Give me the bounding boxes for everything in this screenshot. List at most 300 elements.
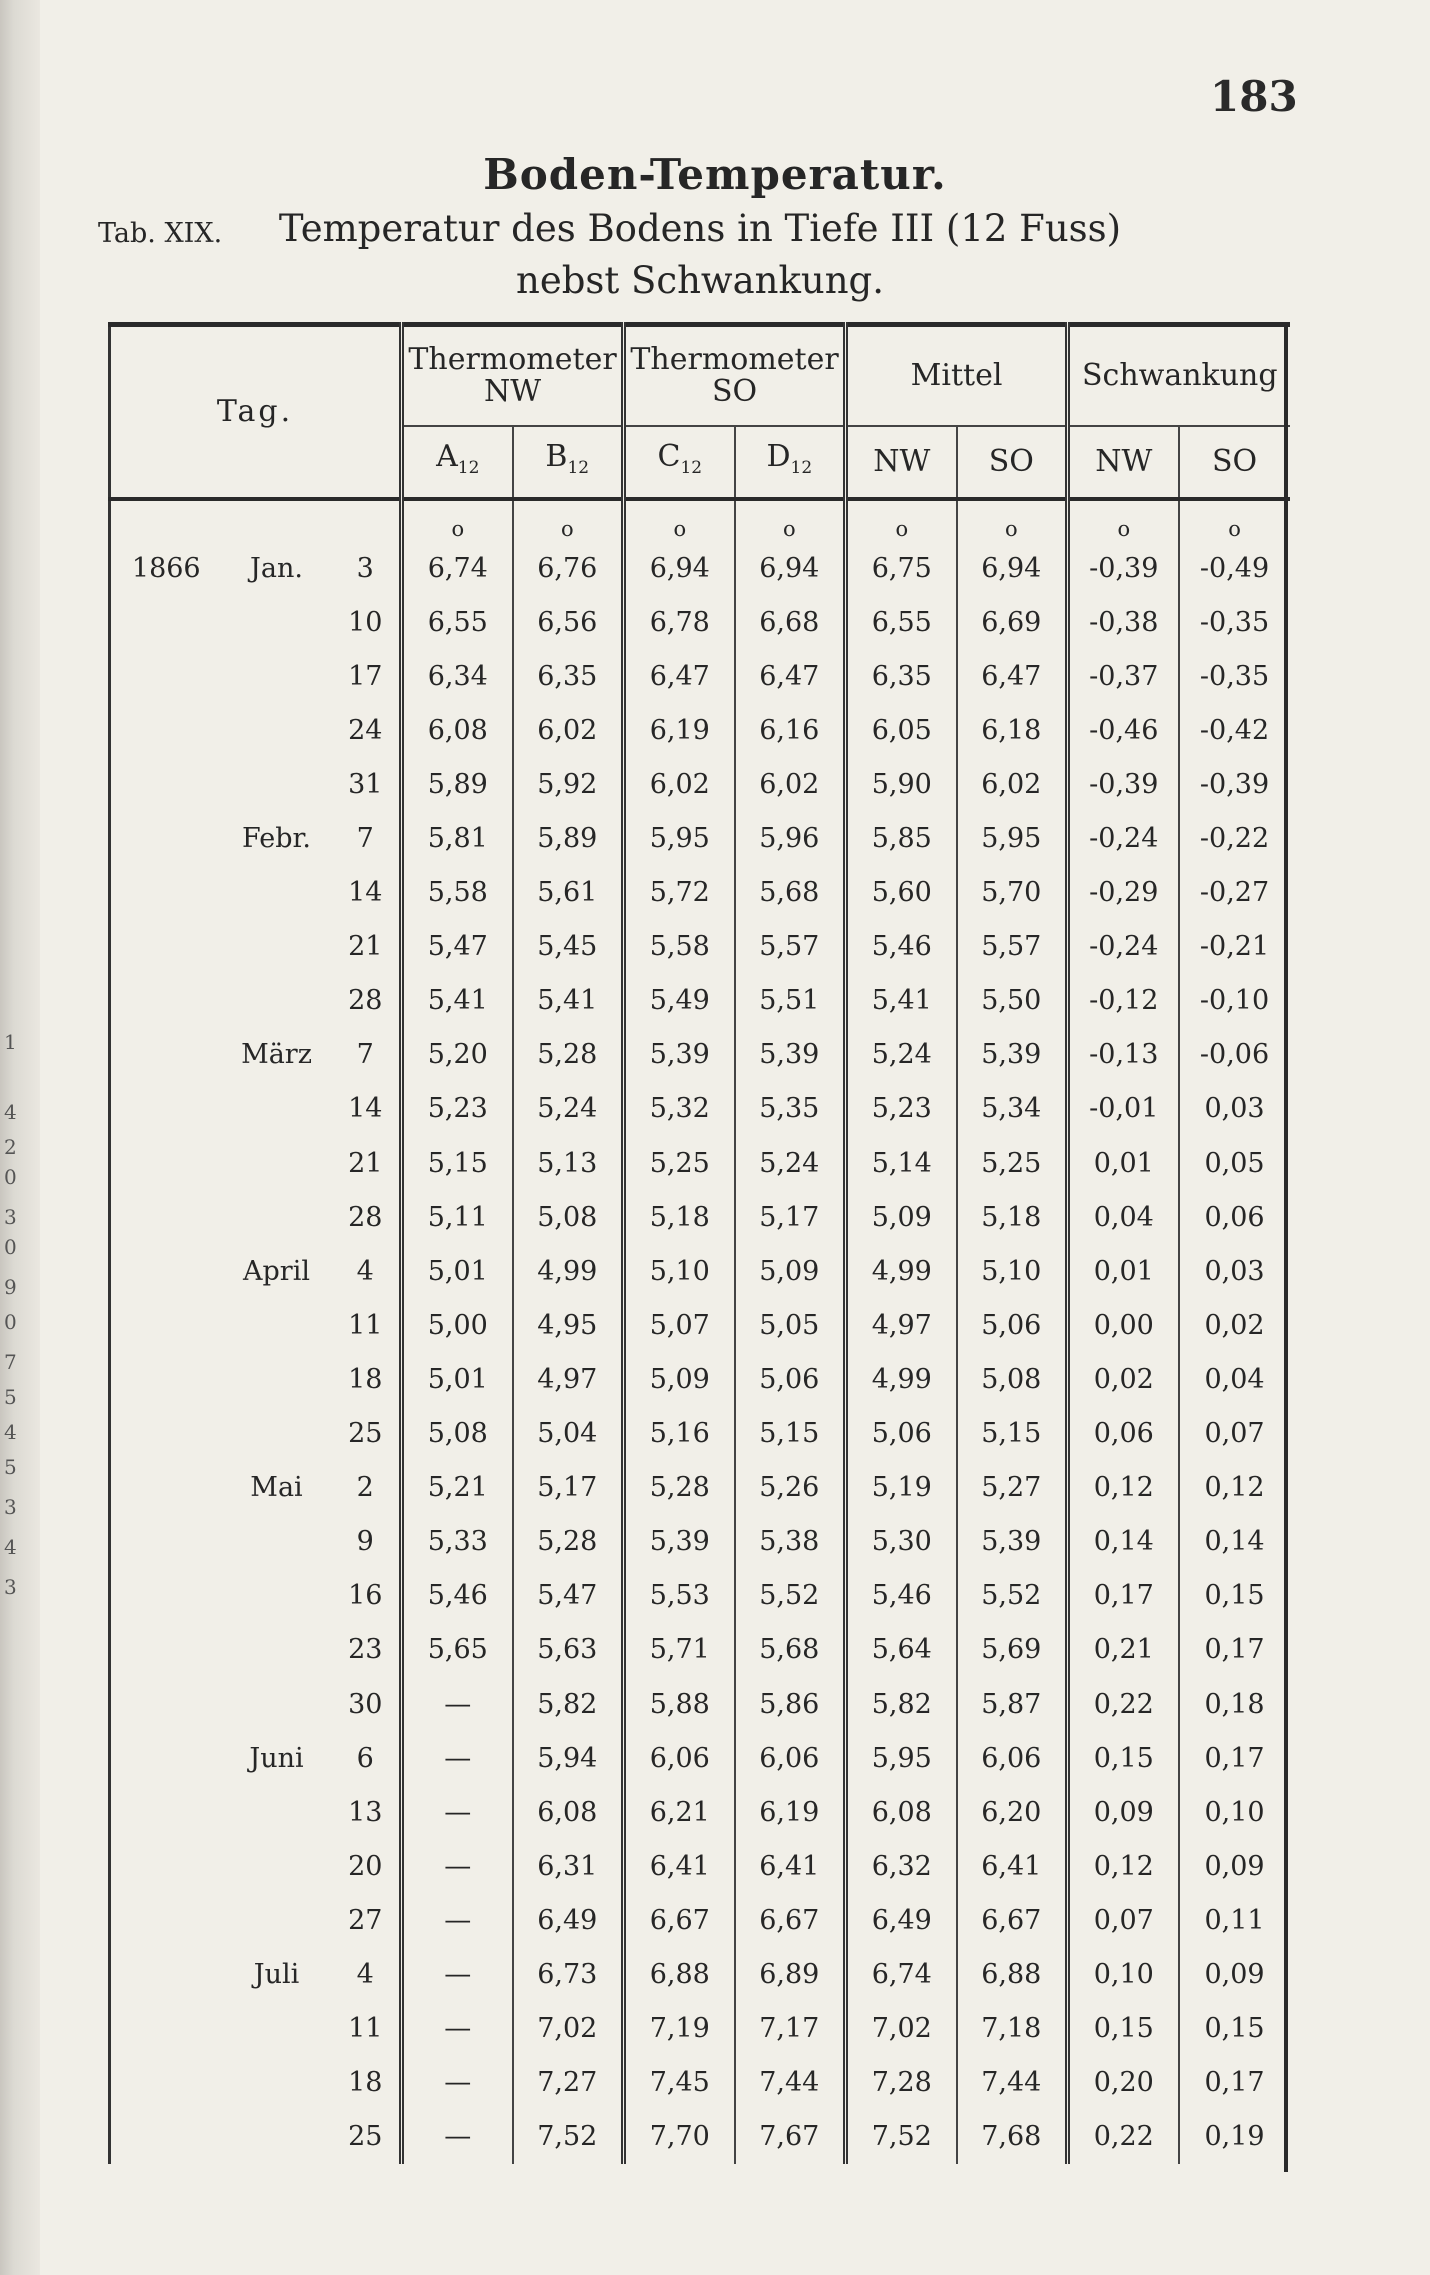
cell-a12: 5,08: [402, 1407, 513, 1461]
table-row: [110, 1352, 1290, 1406]
cell-schwankung-so: -0,49: [1179, 541, 1290, 595]
cell-schwankung-so: 0,14: [1179, 1515, 1290, 1569]
header-c12-sub: 12: [680, 457, 703, 478]
cell-c12: 7,19: [624, 2002, 735, 2056]
cell-c12: 5,25: [624, 1136, 735, 1190]
cell-schwankung-nw: 0,20: [1068, 2056, 1179, 2110]
table-row: [110, 1136, 1290, 1190]
header-b12: [513, 426, 624, 499]
cell-month: [222, 2110, 332, 2164]
cell-d12: 7,17: [735, 2002, 846, 2056]
cell-day: 18: [348, 2067, 383, 2099]
cell-year: [110, 703, 222, 757]
header-schwankung-so: SO: [1179, 426, 1290, 499]
cell-day: 3: [356, 552, 374, 584]
cell-a12: —: [402, 1677, 513, 1731]
cell-b12: 5,28: [513, 1515, 624, 1569]
table-right-border: [1284, 322, 1288, 2172]
cell-day: 14: [348, 877, 383, 909]
cell-mittel-nw: 6,08: [846, 1785, 957, 1839]
cell-mittel-so: 6,02: [957, 757, 1068, 811]
cell-a12: 6,55: [402, 595, 513, 649]
degree-row: [110, 499, 1290, 541]
table-row: [110, 541, 1290, 595]
cell-day: 21: [348, 931, 383, 963]
cell-schwankung-nw: 0,14: [1068, 1515, 1179, 1569]
cell-schwankung-so: -0,21: [1179, 920, 1290, 974]
edge-digit: 4: [4, 1100, 17, 1124]
edge-digit: 2: [4, 1135, 17, 1159]
cell-schwankung-nw: 0,07: [1068, 1893, 1179, 1947]
cell-d12: 5,51: [735, 974, 846, 1028]
degree-mark-a: o: [402, 499, 513, 541]
cell-day: 4: [356, 1958, 374, 1990]
cell-schwankung-so: 0,10: [1179, 1785, 1290, 1839]
cell-schwankung-so: 0,07: [1179, 1407, 1290, 1461]
cell-mittel-so: 5,34: [957, 1082, 1068, 1136]
cell-year: [110, 757, 222, 811]
cell-c12: 7,45: [624, 2056, 735, 2110]
cell-a12: —: [402, 1893, 513, 1947]
cell-schwankung-nw: 0,09: [1068, 1785, 1179, 1839]
cell-schwankung-nw: 0,22: [1068, 1677, 1179, 1731]
cell-year: 1866: [110, 541, 222, 595]
cell-a12: 5,47: [402, 920, 513, 974]
edge-digit: 5: [4, 1385, 17, 1409]
cell-b12: 5,47: [513, 1569, 624, 1623]
edge-digit: 4: [4, 1535, 17, 1559]
table-row: [110, 757, 1290, 811]
table-row: [110, 1190, 1290, 1244]
table-row: [110, 1082, 1290, 1136]
cell-b12: 6,76: [513, 541, 624, 595]
cell-mittel-nw: 6,74: [846, 1947, 957, 2001]
cell-schwankung-nw: -0,46: [1068, 703, 1179, 757]
cell-schwankung-nw: 0,00: [1068, 1298, 1179, 1352]
cell-a12: 6,74: [402, 541, 513, 595]
table-row: [110, 1298, 1290, 1352]
cell-mittel-so: 5,69: [957, 1623, 1068, 1677]
cell-mittel-nw: 5,82: [846, 1677, 957, 1731]
cell-mittel-so: 5,08: [957, 1352, 1068, 1406]
cell-b12: 4,97: [513, 1352, 624, 1406]
cell-d12: 5,39: [735, 1028, 846, 1082]
cell-c12: 5,07: [624, 1298, 735, 1352]
cell-c12: 5,09: [624, 1352, 735, 1406]
cell-year: [110, 1839, 222, 1893]
cell-schwankung-so: -0,35: [1179, 649, 1290, 703]
cell-day: 25: [348, 2121, 383, 2153]
cell-d12: 5,26: [735, 1461, 846, 1515]
cell-mittel-so: 5,39: [957, 1028, 1068, 1082]
cell-a12: 5,21: [402, 1461, 513, 1515]
cell-year: [110, 866, 222, 920]
cell-mittel-nw: 5,30: [846, 1515, 957, 1569]
cell-c12: 6,88: [624, 1947, 735, 2001]
cell-c12: 5,18: [624, 1190, 735, 1244]
header-d12-letter: D: [766, 438, 791, 474]
cell-c12: 5,95: [624, 811, 735, 865]
cell-day: 18: [348, 1363, 383, 1395]
cell-month: Febr.: [241, 823, 312, 855]
cell-a12: 5,01: [402, 1352, 513, 1406]
cell-a12: 5,15: [402, 1136, 513, 1190]
cell-schwankung-nw: -0,37: [1068, 649, 1179, 703]
cell-d12: 6,68: [735, 595, 846, 649]
degree-mark-schw-nw: o: [1068, 499, 1179, 541]
cell-mittel-so: 6,06: [957, 1731, 1068, 1785]
cell-year: [110, 1298, 222, 1352]
edge-digit: 3: [4, 1205, 17, 1229]
cell-schwankung-nw: 0,04: [1068, 1190, 1179, 1244]
cell-mittel-nw: 5,46: [846, 1569, 957, 1623]
cell-year: [110, 1461, 222, 1515]
cell-mittel-so: 5,27: [957, 1461, 1068, 1515]
cell-day: 10: [348, 606, 383, 638]
cell-day: 24: [348, 714, 383, 746]
cell-c12: 6,47: [624, 649, 735, 703]
cell-month: Juli: [253, 1958, 300, 1990]
cell-month: [222, 1893, 332, 1947]
cell-year: [110, 1028, 222, 1082]
cell-c12: 5,53: [624, 1569, 735, 1623]
cell-day: 2: [356, 1472, 374, 1504]
cell-year: [110, 811, 222, 865]
cell-month: [222, 974, 332, 1028]
cell-mittel-so: 6,18: [957, 703, 1068, 757]
table-row: [110, 1731, 1290, 1785]
cell-d12: 5,15: [735, 1407, 846, 1461]
cell-month: [222, 1623, 332, 1677]
table-row: [110, 2110, 1290, 2164]
cell-schwankung-so: 0,17: [1179, 1623, 1290, 1677]
cell-year: [110, 1244, 222, 1298]
cell-day: 30: [348, 1688, 383, 1720]
cell-d12: 5,57: [735, 920, 846, 974]
cell-a12: 5,46: [402, 1569, 513, 1623]
cell-mittel-nw: 6,75: [846, 541, 957, 595]
cell-d12: 5,86: [735, 1677, 846, 1731]
cell-year: [110, 1785, 222, 1839]
cell-day: 25: [348, 1418, 383, 1450]
cell-mittel-nw: 4,99: [846, 1244, 957, 1298]
main-title: Boden-Temperatur.: [483, 150, 947, 199]
table-row: [110, 1623, 1290, 1677]
cell-mittel-so: 5,95: [957, 811, 1068, 865]
cell-schwankung-nw: 0,06: [1068, 1407, 1179, 1461]
cell-schwankung-nw: 0,17: [1068, 1569, 1179, 1623]
edge-digit: 0: [4, 1165, 17, 1189]
edge-digit: 3: [4, 1495, 17, 1519]
header-c12: [624, 426, 735, 499]
table-row: [110, 1947, 1290, 2001]
cell-b12: 5,89: [513, 811, 624, 865]
cell-mittel-so: 5,10: [957, 1244, 1068, 1298]
cell-mittel-so: 7,18: [957, 2002, 1068, 2056]
cell-b12: 6,56: [513, 595, 624, 649]
cell-a12: —: [402, 2002, 513, 2056]
cell-mittel-nw: 5,41: [846, 974, 957, 1028]
cell-schwankung-so: 0,09: [1179, 1947, 1290, 2001]
table-row: [110, 1839, 1290, 1893]
cell-year: [110, 595, 222, 649]
cell-a12: —: [402, 2110, 513, 2164]
cell-day: 27: [348, 1904, 383, 1936]
cell-d12: 6,41: [735, 1839, 846, 1893]
cell-mittel-so: 6,88: [957, 1947, 1068, 2001]
cell-schwankung-so: 0,05: [1179, 1136, 1290, 1190]
cell-b12: 4,99: [513, 1244, 624, 1298]
degree-mark-b: o: [513, 499, 624, 541]
cell-mittel-nw: 5,85: [846, 811, 957, 865]
cell-month: [222, 757, 332, 811]
cell-schwankung-so: 0,19: [1179, 2110, 1290, 2164]
header-schwankung-nw: NW: [1068, 426, 1179, 499]
cell-mittel-so: 7,68: [957, 2110, 1068, 2164]
cell-mittel-nw: 5,46: [846, 920, 957, 974]
cell-c12: 6,19: [624, 703, 735, 757]
edge-digit: 7: [4, 1350, 17, 1374]
cell-schwankung-so: 0,12: [1179, 1461, 1290, 1515]
table-row: [110, 2002, 1290, 2056]
cell-schwankung-so: 0,02: [1179, 1298, 1290, 1352]
cell-b12: 5,82: [513, 1677, 624, 1731]
cell-month: Mai: [250, 1472, 303, 1504]
cell-year: [110, 1352, 222, 1406]
cell-c12: 5,58: [624, 920, 735, 974]
table-row: [110, 920, 1290, 974]
cell-day: 17: [348, 660, 383, 692]
edge-digit: 0: [4, 1235, 17, 1259]
cell-month: [222, 1785, 332, 1839]
cell-b12: 5,28: [513, 1028, 624, 1082]
cell-schwankung-so: -0,10: [1179, 974, 1290, 1028]
cell-month: [222, 1677, 332, 1731]
cell-day: 4: [356, 1255, 374, 1287]
cell-day: 31: [348, 768, 383, 800]
cell-month: [222, 866, 332, 920]
cell-b12: 6,31: [513, 1839, 624, 1893]
cell-mittel-nw: 5,64: [846, 1623, 957, 1677]
cell-mittel-nw: 4,97: [846, 1298, 957, 1352]
cell-schwankung-so: -0,06: [1179, 1028, 1290, 1082]
cell-schwankung-nw: 0,15: [1068, 2002, 1179, 2056]
cell-c12: 6,21: [624, 1785, 735, 1839]
header-c12-letter: C: [657, 438, 681, 474]
cell-schwankung-nw: -0,13: [1068, 1028, 1179, 1082]
header-mittel-nw: NW: [846, 426, 957, 499]
table-row: [110, 1893, 1290, 1947]
cell-schwankung-so: 0,09: [1179, 1839, 1290, 1893]
cell-d12: 7,44: [735, 2056, 846, 2110]
cell-d12: 6,67: [735, 1893, 846, 1947]
cell-schwankung-so: 0,04: [1179, 1352, 1290, 1406]
cell-mittel-so: 5,70: [957, 866, 1068, 920]
cell-mittel-nw: 5,19: [846, 1461, 957, 1515]
cell-day: 6: [356, 1742, 374, 1774]
cell-b12: 5,04: [513, 1407, 624, 1461]
cell-mittel-so: 5,18: [957, 1190, 1068, 1244]
cell-c12: 7,70: [624, 2110, 735, 2164]
cell-schwankung-nw: -0,01: [1068, 1082, 1179, 1136]
table-row: [110, 811, 1290, 865]
table-row: [110, 1244, 1290, 1298]
cell-d12: 6,16: [735, 703, 846, 757]
table-row: [110, 1785, 1290, 1839]
cell-b12: 5,41: [513, 974, 624, 1028]
cell-mittel-so: 6,94: [957, 541, 1068, 595]
cell-schwankung-so: 0,03: [1179, 1082, 1290, 1136]
cell-schwankung-nw: -0,39: [1068, 757, 1179, 811]
cell-mittel-nw: 5,09: [846, 1190, 957, 1244]
cell-c12: 6,78: [624, 595, 735, 649]
cell-month: [222, 920, 332, 974]
page-number: 183: [1210, 72, 1298, 121]
cell-b12: 7,27: [513, 2056, 624, 2110]
table-row: [110, 1407, 1290, 1461]
cell-b12: 5,63: [513, 1623, 624, 1677]
cell-c12: 5,16: [624, 1407, 735, 1461]
cell-mittel-so: 6,67: [957, 1893, 1068, 1947]
cell-mittel-nw: 6,32: [846, 1839, 957, 1893]
header-a12: [402, 426, 513, 499]
cell-month: [222, 1136, 332, 1190]
degree-row-spacer: [110, 499, 402, 541]
cell-day: 16: [348, 1580, 383, 1612]
header-b12-sub: 12: [567, 457, 590, 478]
cell-day: 7: [356, 1039, 374, 1071]
cell-mittel-so: 7,44: [957, 2056, 1068, 2110]
cell-year: [110, 920, 222, 974]
cell-c12: 5,39: [624, 1028, 735, 1082]
cell-c12: 5,32: [624, 1082, 735, 1136]
table-row: [110, 703, 1290, 757]
cell-schwankung-nw: 0,01: [1068, 1136, 1179, 1190]
cell-year: [110, 1515, 222, 1569]
header-mittel-so: SO: [957, 426, 1068, 499]
cell-d12: 6,06: [735, 1731, 846, 1785]
cell-b12: 5,61: [513, 866, 624, 920]
cell-year: [110, 2110, 222, 2164]
cell-year: [110, 1407, 222, 1461]
cell-year: [110, 1623, 222, 1677]
cell-year: [110, 974, 222, 1028]
cell-year: [110, 2056, 222, 2110]
cell-day: 21: [348, 1147, 383, 1179]
cell-schwankung-nw: 0,02: [1068, 1352, 1179, 1406]
cell-c12: 6,02: [624, 757, 735, 811]
cell-schwankung-nw: 0,12: [1068, 1839, 1179, 1893]
subtitle: [260, 203, 1140, 307]
table-row: [110, 1515, 1290, 1569]
cell-year: [110, 1731, 222, 1785]
cell-day: 9: [356, 1526, 374, 1558]
cell-day: 14: [348, 1093, 383, 1125]
cell-b12: 5,45: [513, 920, 624, 974]
cell-schwankung-nw: -0,24: [1068, 811, 1179, 865]
cell-mittel-nw: 5,23: [846, 1082, 957, 1136]
table-label: Tab. XIX.: [98, 218, 223, 249]
cell-a12: 6,08: [402, 703, 513, 757]
cell-year: [110, 1190, 222, 1244]
cell-c12: 5,88: [624, 1677, 735, 1731]
cell-b12: 5,13: [513, 1136, 624, 1190]
cell-b12: 6,02: [513, 703, 624, 757]
header-thermometer-so-line1: Thermometer: [630, 342, 839, 377]
cell-mittel-nw: 5,60: [846, 866, 957, 920]
cell-d12: 6,47: [735, 649, 846, 703]
cell-month: März: [241, 1039, 312, 1071]
cell-mittel-nw: 6,05: [846, 703, 957, 757]
cell-b12: 7,02: [513, 2002, 624, 2056]
table-row: [110, 595, 1290, 649]
edge-digit: 0: [4, 1310, 17, 1334]
cell-b12: 5,08: [513, 1190, 624, 1244]
cell-year: [110, 1893, 222, 1947]
cell-mittel-so: 6,69: [957, 595, 1068, 649]
cell-a12: 5,81: [402, 811, 513, 865]
cell-schwankung-so: -0,35: [1179, 595, 1290, 649]
cell-c12: 6,41: [624, 1839, 735, 1893]
cell-a12: 5,20: [402, 1028, 513, 1082]
cell-schwankung-nw: -0,38: [1068, 595, 1179, 649]
cell-month: [222, 1190, 332, 1244]
cell-schwankung-so: 0,17: [1179, 2056, 1290, 2110]
cell-month: [222, 595, 332, 649]
cell-mittel-so: 5,15: [957, 1407, 1068, 1461]
cell-mittel-so: 6,47: [957, 649, 1068, 703]
cell-mittel-so: 6,20: [957, 1785, 1068, 1839]
cell-schwankung-so: 0,06: [1179, 1190, 1290, 1244]
cell-day: 11: [348, 1309, 383, 1341]
edge-digit: 4: [4, 1420, 17, 1444]
cell-mittel-nw: 6,49: [846, 1893, 957, 1947]
table-row: [110, 649, 1290, 703]
cell-a12: —: [402, 2056, 513, 2110]
cell-d12: 5,52: [735, 1569, 846, 1623]
cell-schwankung-so: 0,15: [1179, 2002, 1290, 2056]
header-tag: Tag.: [110, 325, 402, 500]
cell-a12: 5,65: [402, 1623, 513, 1677]
cell-b12: 6,35: [513, 649, 624, 703]
cell-c12: 5,71: [624, 1623, 735, 1677]
cell-a12: 5,58: [402, 866, 513, 920]
cell-schwankung-nw: -0,39: [1068, 541, 1179, 595]
header-thermometer-so: [624, 325, 846, 427]
edge-digit: 1: [4, 1030, 17, 1054]
cell-schwankung-nw: -0,24: [1068, 920, 1179, 974]
temperature-table: [108, 322, 1290, 2164]
cell-a12: 5,41: [402, 974, 513, 1028]
cell-mittel-so: 5,50: [957, 974, 1068, 1028]
cell-mittel-so: 5,57: [957, 920, 1068, 974]
cell-month: Jan.: [250, 552, 303, 584]
cell-day: 13: [348, 1796, 383, 1828]
cell-d12: 5,17: [735, 1190, 846, 1244]
degree-mark-mittel-so: o: [957, 499, 1068, 541]
cell-b12: 5,17: [513, 1461, 624, 1515]
cell-mittel-nw: 4,99: [846, 1352, 957, 1406]
cell-d12: 6,94: [735, 541, 846, 595]
cell-mittel-nw: 5,24: [846, 1028, 957, 1082]
cell-year: [110, 1677, 222, 1731]
table-row: [110, 1028, 1290, 1082]
cell-d12: 5,05: [735, 1298, 846, 1352]
cell-d12: 5,09: [735, 1244, 846, 1298]
table-row: [110, 1677, 1290, 1731]
header-b12-letter: B: [545, 438, 568, 474]
cell-year: [110, 1136, 222, 1190]
